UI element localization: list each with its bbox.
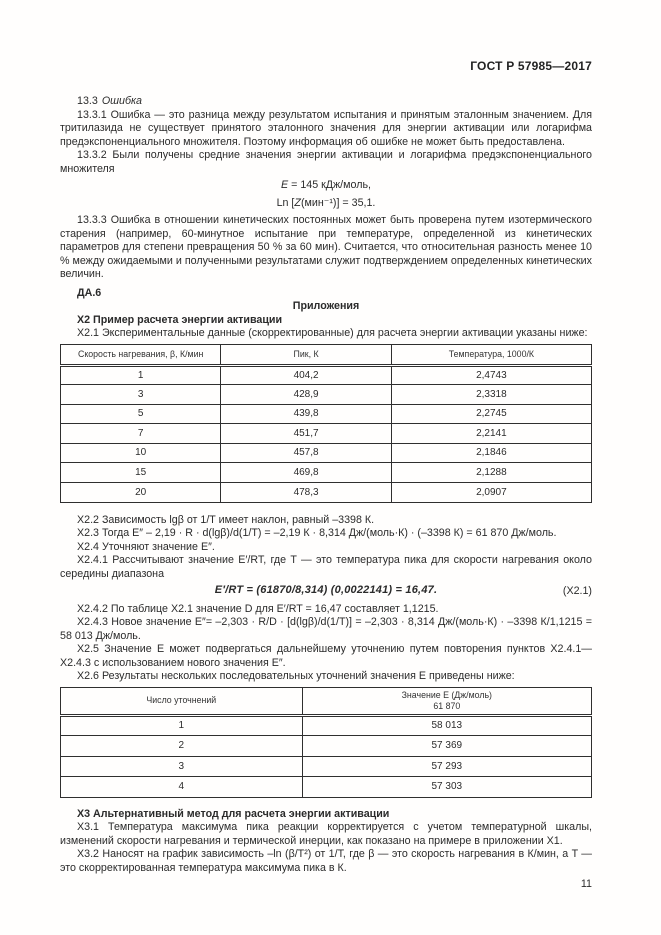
table-cell: 428,9 [221,385,391,405]
table-cell: 439,8 [221,404,391,424]
paragraph-x2-4-1: Х2.4.1 Рассчитывают значение E′/RT, где T — это температура пика для скорости нагревания около середины диапазона [60,554,592,580]
variable-Z: Z [294,196,301,209]
paragraph-x2-1: Х2.1 Экспериментальные данные (скорректированные) для расчета энергии активации указаны ниже: [77,327,588,339]
header-line-2: 61 870 [433,700,461,711]
column-header-e-value [302,687,591,715]
table-header-row [61,344,592,365]
column-header-refinements: Число уточнений [61,687,303,715]
table-cell: 2,1846 [391,443,591,463]
table-row [61,483,592,503]
table-row [61,756,592,777]
table-cell: 2,2141 [391,424,591,444]
table-cell: 57 293 [302,756,591,777]
table-cell: 57 369 [302,736,591,757]
table-cell: 4 [61,777,303,798]
column-header-heating-rate: Скорость нагревания, β, К/мин [61,344,221,365]
formula-ln-z [60,197,592,211]
header-line-1: Значение E (Дж/моль) [401,689,492,700]
table-cell: 15 [61,463,221,483]
formula-e-value: = 145 кДж/моль, [288,179,371,191]
table-cell: 2 [61,736,303,757]
paragraph-x2-3: Х2.3 Тогда E″ – 2,19 · R · d(lgβ)/d(1/T) = –2,19 К · 8,314 Дж/(моль·К) · (–3398 К) = 61 870 Дж/моль. [77,527,557,540]
paragraph-x2-4-3: Х2.4.3 Новое значение E″= –2,303 · R/D · [d(lgβ)/d(1/T)] = –2,303 · 8,314 Дж/(моль·К) · –3398 К/1,1215 = 58 013 Дж/моль. [60,616,592,642]
table-cell: 5 [61,404,221,424]
equation-x2-1 [60,584,592,598]
variable-E: E [281,179,289,191]
document-header: ГОСТ Р 57985—2017 [470,59,592,73]
paragraph-x2-4: Х2.4 Уточняют значение E″. [77,540,215,553]
formula-ln-value: (мин⁻¹)] = 35,1. [300,196,376,209]
table-row [61,365,592,385]
table-row [61,424,592,444]
equation-expression: E′/RT = (61870/8,314) (0,0022141) = 16,47. [214,584,438,597]
table-row [61,443,592,463]
table-row [61,404,592,424]
paragraph-x2-4-2: Х2.4.2 По таблице Х2.1 значение D для E′/RT = 16,47 составляет 1,1215. [77,602,439,615]
paragraph-x2-5: Х2.5 Значение E может подвергаться дальнейшему уточнению путем повторения пунктов Х2.4.1—Х2.4.3 с использованием нового значения E″. [60,643,592,669]
table-cell: 457,8 [221,443,391,463]
formula-activation-energy [60,179,592,193]
column-header-peak: Пик, К [221,344,391,365]
table-cell: 2,1288 [391,463,591,483]
table-cell: 469,8 [221,463,391,483]
table-row [61,715,592,736]
page-number: 11 [580,878,592,891]
x2-heading: Х2 Пример расчета энергии активации [77,313,283,326]
table-cell: 7 [61,424,221,444]
table-cell: 1 [61,715,303,736]
table-cell: 10 [61,443,221,463]
table-cell: 451,7 [221,424,391,444]
paragraph-13-3-3: 13.3.3 Ошибка в отношении кинетических постоянных может быть проверена путем изотермического старения (например, 60-минутное испытание при температуре, определенной из кинетических параметров для степени превращения 50 % за 60 мин). Считается, что относительная разность менее 10 % между ожидаемыми и полученными результатами служит подтверждением определенных кинетических величин. [60,214,592,280]
formula-ln-prefix: Ln [ [276,196,295,209]
table-cell: 2,3318 [391,385,591,405]
experimental-data-table [60,344,592,503]
table-cell: 2,4743 [391,365,591,385]
paragraph-x3-2: Х3.2 Наносят на график зависимость –ln (β/T²) от 1/T, где β — это скорость нагревания в К/мин, а T — это скорректированная температура максимума пика в К. [60,848,592,874]
table-row [61,777,592,798]
equation-number: (Х2.1) [562,585,592,598]
table-cell: 2,0907 [391,483,591,503]
refinement-results-table [60,687,592,798]
table-cell: 3 [61,756,303,777]
table-cell: 3 [61,385,221,405]
table-cell: 1 [61,365,221,385]
paragraph-x2-6: Х2.6 Результаты нескольких последовательных уточнений значения E приведены ниже: [77,670,515,683]
section-number: 13.3 [77,95,98,107]
table-cell: 404,2 [221,365,391,385]
table-cell: 478,3 [221,483,391,503]
table-row [61,736,592,757]
table-cell: 20 [61,483,221,503]
table-row [61,385,592,405]
da6-label: ДА.6 [77,286,102,299]
x3-heading: Х3 Альтернативный метод для расчета энергии активации [77,807,390,820]
section-title: Ошибка [101,95,142,107]
section-13-3-heading [60,95,592,109]
table-header-row [61,687,592,715]
table-cell: 58 013 [302,715,591,736]
paragraph-13-3-2: 13.3.2 Были получены средние значения энергии активации и логарифма предэкспоненциального множителя [60,149,592,175]
column-header-temperature: Температура, 1000/К [391,344,591,365]
table-cell: 57 303 [302,777,591,798]
table-row [61,463,592,483]
paragraph-13-3-1: 13.3.1 Ошибка — это разница между результатом испытания и принятым эталонным значением. Для тритилазида не существует принятого эталонного значения для энергии активации или логарифма предэкспоненциального множителя. Поэтому информация об ошибке не может быть предоставлена. [60,108,592,148]
paragraph-x3-1: Х3.1 Температура максимума пика реакции корректируется с учетом температурной шкалы, изменений скорости нагревания и термической инерции, как показано на примере в приложении Х1. [60,821,592,847]
table-cell: 2,2745 [391,404,591,424]
appendix-title: Приложения [292,300,360,312]
paragraph-x2-2: Х2.2 Зависимость lgβ от 1/T имеет наклон, равный –3398 К. [77,513,375,526]
page-content [60,95,592,892]
